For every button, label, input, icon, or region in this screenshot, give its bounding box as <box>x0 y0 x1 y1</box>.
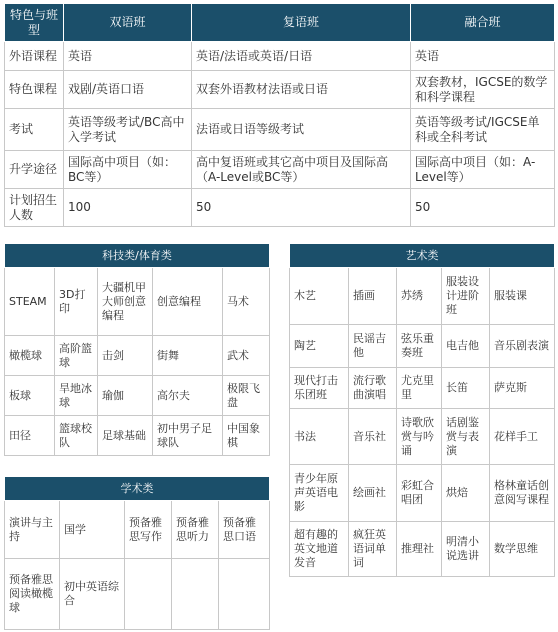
table-cell: 英语等级考试/IGCSE单科或全科考试 <box>411 109 555 151</box>
table-cell: 击剑 <box>98 336 153 376</box>
table-cell: 推理社 <box>397 522 442 577</box>
table-cell: 尤克里里 <box>397 368 442 409</box>
table-row <box>290 409 555 465</box>
table-cell: 国际高中项目（如：A-Level等） <box>411 151 555 189</box>
academic-table <box>4 476 270 630</box>
header-cell: 融合班 <box>411 4 555 42</box>
table-cell: 花样手工 <box>490 409 555 465</box>
table-cell: 预备雅思写作 <box>125 501 172 559</box>
table-cell: 现代打击乐团班 <box>290 368 349 409</box>
table-cell: 3D打印 <box>55 268 98 336</box>
table-cell: 音乐剧表演 <box>490 325 555 368</box>
row-label: 考试 <box>5 109 64 151</box>
row-label: 特色课程 <box>5 71 64 109</box>
table-cell: 双套外语教材法语或日语 <box>192 71 411 109</box>
table-row <box>5 189 555 227</box>
table-cell: 高尔夫 <box>153 376 223 416</box>
table-row <box>5 501 270 559</box>
table-cell: 戏剧/英语口语 <box>64 71 192 109</box>
table-row <box>5 559 270 630</box>
table-cell: 数学思维 <box>490 522 555 577</box>
section-title: 科技类/体育类 <box>5 244 270 268</box>
table-cell: 马术 <box>223 268 270 336</box>
table-cell: 英语 <box>64 42 192 71</box>
table-cell: 英语 <box>411 42 555 71</box>
header-cell: 双语班 <box>64 4 192 42</box>
table-cell: 50 <box>411 189 555 227</box>
table-cell: 苏绣 <box>397 268 442 325</box>
section-title: 学术类 <box>5 477 270 501</box>
table-cell: 服装课 <box>490 268 555 325</box>
table-cell: 英语/法语或英语/日语 <box>192 42 411 71</box>
table-row <box>290 325 555 368</box>
table-cell: 中国象棋 <box>223 416 270 456</box>
row-label: 计划招生人数 <box>5 189 64 227</box>
table-row <box>5 416 270 456</box>
table-cell: 田径 <box>5 416 55 456</box>
table-cell: 预备雅思口语 <box>219 501 270 559</box>
table-cell: 电吉他 <box>442 325 490 368</box>
table-cell: 流行歌曲演唱 <box>349 368 397 409</box>
row-label: 外语课程 <box>5 42 64 71</box>
table-cell: 初中英语综合 <box>60 559 125 630</box>
table-row <box>5 336 270 376</box>
table-row <box>5 109 555 151</box>
table-cell: 话剧鉴赏与表演 <box>442 409 490 465</box>
table-cell: 高中复语班或其它高中项目及国际高（A-Level或BC等） <box>192 151 411 189</box>
table-cell: 疯狂英语词单词 <box>349 522 397 577</box>
table-cell: 国学 <box>60 501 125 559</box>
table-cell <box>125 559 172 630</box>
table-cell: 创意编程 <box>153 268 223 336</box>
table-cell: 青少年原声英语电影 <box>290 465 349 522</box>
table-cell: 法语或日语等级考试 <box>192 109 411 151</box>
table-cell: 大疆机甲大师创意编程 <box>98 268 153 336</box>
table-cell: 插画 <box>349 268 397 325</box>
table-cell: 橄榄球 <box>5 336 55 376</box>
table-cell: 陶艺 <box>290 325 349 368</box>
table-cell: 预备雅思听力 <box>172 501 219 559</box>
table-cell: 街舞 <box>153 336 223 376</box>
table-cell: 板球 <box>5 376 55 416</box>
table-cell: 旱地冰球 <box>55 376 98 416</box>
table-cell <box>219 559 270 630</box>
table-cell: 篮球校队 <box>55 416 98 456</box>
section-title: 艺术类 <box>290 244 555 268</box>
table-row <box>290 368 555 409</box>
table-row <box>290 268 555 325</box>
table-row <box>5 42 555 71</box>
table-cell: 彩虹合唱团 <box>397 465 442 522</box>
table-cell: 演讲与主持 <box>5 501 60 559</box>
table-cell: 服装设计进阶班 <box>442 268 490 325</box>
table-cell: 高阶篮球 <box>55 336 98 376</box>
tech-sports-table <box>4 243 270 456</box>
table-cell: 极限飞盘 <box>223 376 270 416</box>
table-cell: 木艺 <box>290 268 349 325</box>
table-cell: 英语等级考试/BC高中入学考试 <box>64 109 192 151</box>
table-cell: 萨克斯 <box>490 368 555 409</box>
table-row <box>290 522 555 577</box>
class-comparison-table <box>4 3 555 227</box>
table-cell: 100 <box>64 189 192 227</box>
table-row <box>5 71 555 109</box>
table-cell: 预备雅思阅读橄榄球 <box>5 559 60 630</box>
table-cell: 明清小说选讲 <box>442 522 490 577</box>
table-cell: 武术 <box>223 336 270 376</box>
table-cell: 民谣吉他 <box>349 325 397 368</box>
table-cell: 书法 <box>290 409 349 465</box>
table-cell: 双套教材，IGCSE的数学和科学课程 <box>411 71 555 109</box>
table-row <box>290 465 555 522</box>
row-label: 升学途径 <box>5 151 64 189</box>
table-cell: 格林童话创意阅写课程 <box>490 465 555 522</box>
table-cell <box>172 559 219 630</box>
table-cell: 国际高中项目（如：BC等） <box>64 151 192 189</box>
table-cell: 足球基础 <box>98 416 153 456</box>
table-cell: 50 <box>192 189 411 227</box>
table-cell: 诗歌欣赏与吟诵 <box>397 409 442 465</box>
table-cell: 瑜伽 <box>98 376 153 416</box>
table-cell: 初中男子足球队 <box>153 416 223 456</box>
table-cell: 烘焙 <box>442 465 490 522</box>
table-row <box>5 151 555 189</box>
table-cell: STEAM <box>5 268 55 336</box>
arts-table <box>289 243 555 577</box>
table-cell: 超有趣的英文地道发音 <box>290 522 349 577</box>
table-row <box>5 268 270 336</box>
table-row <box>5 376 270 416</box>
table-cell: 绘画社 <box>349 465 397 522</box>
header-cell: 特色与班型 <box>5 4 64 42</box>
table-header-row <box>5 4 555 42</box>
table-cell: 长笛 <box>442 368 490 409</box>
table-cell: 弦乐重奏班 <box>397 325 442 368</box>
table-cell: 音乐社 <box>349 409 397 465</box>
header-cell: 复语班 <box>192 4 411 42</box>
